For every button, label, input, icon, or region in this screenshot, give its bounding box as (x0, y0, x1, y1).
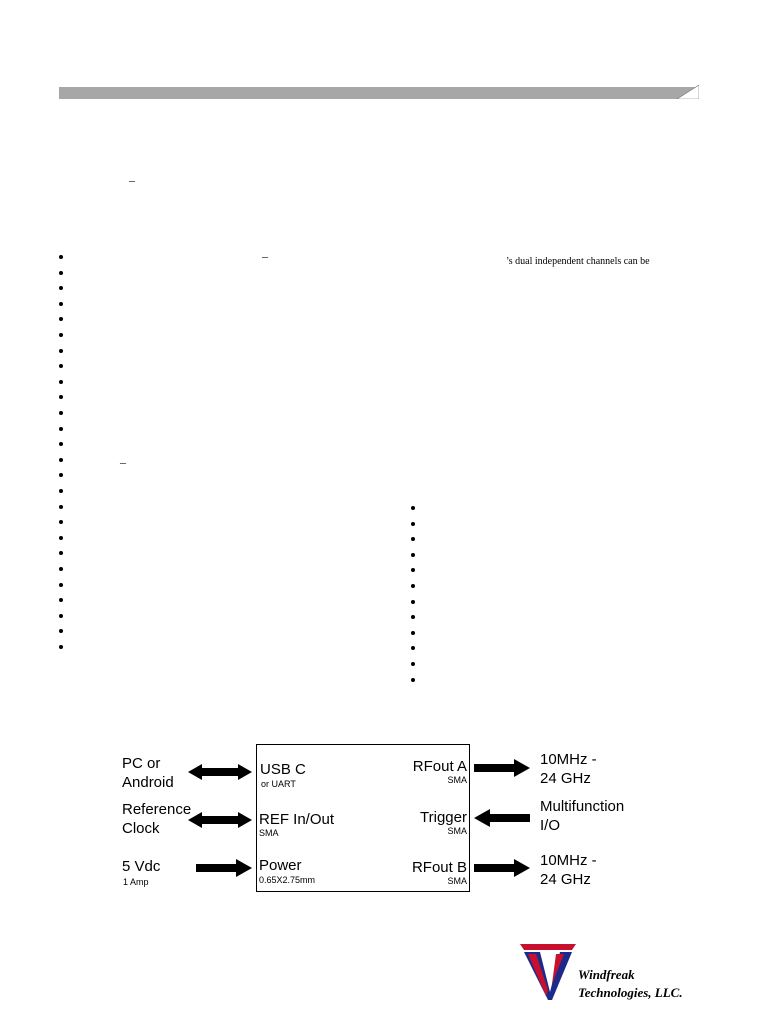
multifunction-io-label (540, 797, 624, 835)
dash-mark: – (262, 249, 268, 263)
rfa-range-line1: 10MHz - (540, 751, 597, 768)
company-name-line2: Technologies, LLC. (578, 985, 683, 1000)
ref-port-label: REF In/Out (259, 811, 335, 828)
usb-port-sub: or UART (261, 779, 296, 789)
pc-label-line2: Android (122, 774, 174, 791)
power-port-label: Power (259, 857, 302, 874)
usb-port-label: USB C (260, 761, 306, 778)
company-name-line1: Windfreak (578, 967, 635, 982)
windfreak-logo-icon (516, 940, 580, 1004)
dash-mark: – (120, 455, 126, 469)
pc-label-line1: PC or (122, 755, 161, 772)
double-arrow-icon (188, 812, 252, 828)
rfb-range-line1: 10MHz - (540, 852, 597, 869)
power-supply-sub: 1 Amp (123, 877, 149, 887)
left-arrow-icon (474, 809, 530, 827)
rfa-range-line2: 24 GHz (540, 770, 591, 787)
rfb-range-line2: 24 GHz (540, 871, 591, 888)
power-port-sub: 0.65X2.75mm (259, 875, 316, 885)
ref-label-line2: Clock (122, 820, 160, 837)
trigger-sub: SMA (447, 826, 467, 836)
ref-label-line1: Reference (122, 801, 192, 818)
right-arrow-icon (474, 859, 530, 877)
trigger-label: Trigger (420, 809, 467, 826)
rfout-b-label: RFout B (411, 859, 467, 876)
company-name (578, 966, 683, 1002)
double-arrow-icon (188, 764, 252, 780)
right-arrow-icon (474, 759, 530, 777)
dash-mark: – (129, 173, 135, 187)
trig-line1: Multifunction (540, 798, 625, 815)
rfout-b-range-label (540, 851, 597, 889)
description-fragment: ’s dual independent channels can be (506, 256, 650, 267)
trig-line2: I/O (540, 817, 561, 834)
rfout-a-sub: SMA (447, 775, 467, 785)
rfout-a-range-label (540, 750, 597, 788)
power-supply-label: 5 Vdc (122, 858, 161, 875)
ref-port-sub: SMA (259, 828, 279, 838)
rfout-a-label: RFout A (412, 758, 467, 775)
rfout-b-sub: SMA (447, 876, 467, 886)
right-arrow-icon (196, 859, 252, 877)
